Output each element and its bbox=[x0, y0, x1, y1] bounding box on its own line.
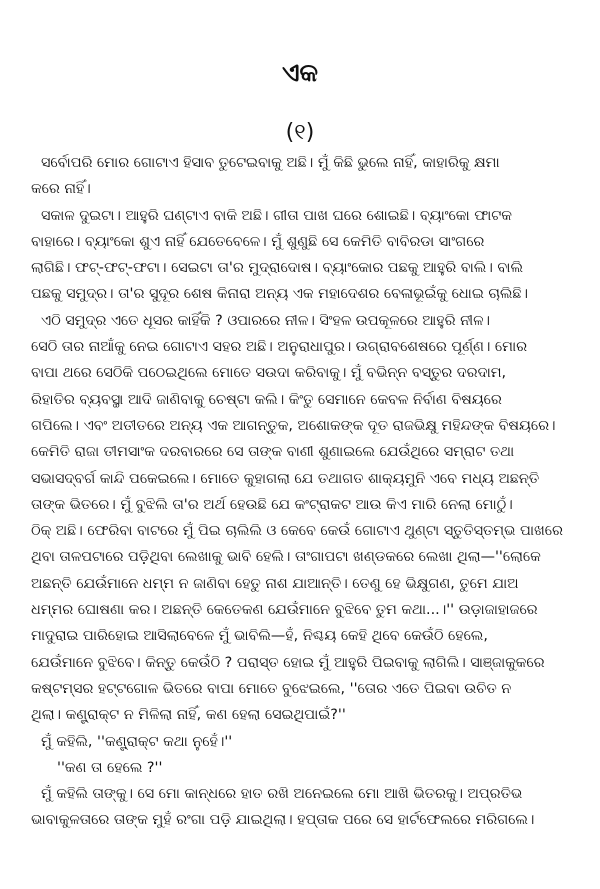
text-line: ଯେଉଁମାନେ ବୁଝିବେ। କିନ୍ତୁ କେଉଁଠି ? ପରାସ୍ତ ହୋଇ ମୁଁ ଆହୁରି ପିଇବାକୁ ଲାଗିଲି। ସାଞ୍ଜାକୁକରେ bbox=[31, 654, 545, 671]
text-line: ଧମ୍ମର ଘୋଷଣା କର। ଅଛନ୍ତି କେତେକଣ ଯେଉଁମାନେ ବୁଝିବେ ତୁମ କଥା...।'' ଉଡ଼ାଜାହାଜରେ bbox=[31, 602, 538, 619]
text-line: ଠିକ୍ ଅଛି। ଫେରିବା ବାଟରେ ମୁଁ ପିଇ ଚାଲିଲି ଓ କେବେ କେଉଁ ଗୋଟାଏ ଥୁଣ୍ଟା ସ୍ତୁତିସ୍ତମ୍ଭ ପାଖରେ bbox=[31, 523, 563, 540]
text-line: ମୁଁ କହିଲି, ''କଣ୍ଟ୍ରାକ୍ଟ କଥା ନୁହେଁ।'' bbox=[41, 733, 233, 750]
text-line: କେମିତି ରାଜା ତୀମସାଂକ ଦରବାରରେ ସେ ତାଙ୍କ ବାଣୀ ଶୁଣାଇଲେ ଯେଉଁଥିରେ ସମ୍ରାଟ ତଥା bbox=[31, 444, 515, 461]
paragraph bbox=[31, 150, 584, 203]
text-line: କରେ ନାହିଁ। bbox=[31, 181, 91, 198]
text-line: ରିହାତିର ବ୍ୟବସ୍ଥା ଆଦି ଜାଣିବାକୁ ଚେଷ୍ଟା କଲି। କିଂତୁ ସେମାନେ କେବଳ ନିର୍ବାଣ ବିଷୟରେ bbox=[31, 391, 502, 408]
text-line: ପଛକୁ ସମୁଦ୍ର। ତା'ର ସୁଦୂର ଶେଷ କିନାରା ଅନ୍ୟ ଏକ ମହାଦେଶର ବେଳାଭୂଇଁକୁ ଧୋଇ ଚାଲିଛି। bbox=[31, 286, 528, 303]
paragraph bbox=[31, 308, 584, 729]
text-line: ଏଠି ସମୁଦ୍ର ଏତେ ଧୂସର କାହିଁକି ? ଓପାରରେ ନୀଳ। ସିଂହଳ ଉପକୂଳରେ ଆହୁରି ନୀଳ। bbox=[41, 312, 490, 329]
text-line: କଷ୍ଟମ୍ସର ହଟ୍ଟଗୋଳ ଭିତରେ ବାପା ମୋତେ ବୁଝେଇଲେ, ''ତୋର ଏତେ ପିଇବା ଉଚିତ ନ bbox=[31, 680, 512, 697]
text-line: ସର୍ବୋପରି ମୋର ଗୋଟାଏ ହିସାବ ତୁଟେଇବାକୁ ଅଛି। ମୁଁ କିଛି ଭୁଲେ ନାହିଁ, କାହାରିକୁ କ୍ଷମା bbox=[41, 155, 500, 171]
text-line: ଲାଗିଛି। ଫଟ୍-ଫଟ୍-ଫଟା। ସେଇଟା ତା'ର ମୁଦ୍ରାଦୋଷ। ବ୍ୟାଂକୋର ପଛକୁ ଆହୁରି ବାଲି। ବାଲି bbox=[31, 260, 523, 277]
text-line: ମୁଁ କହିଲି ତାଙ୍କୁ। ସେ ମୋ କାନ୍ଧରେ ହାତ ରଖି ଅନେଇଲେ ମୋ ଆଖି ଭିତରକୁ। ଅପ୍ରତିଭ bbox=[41, 786, 523, 803]
text-line: ଅଛନ୍ତି ଯେଉଁମାନେ ଧମ୍ମ ନ ଜାଣିବା ହେତୁ ନାଶ ଯାଆନ୍ତି। ତେଣୁ ହେ ଭିକ୍ଷୁଗଣ, ତୁମେ ଯାଅ bbox=[31, 575, 519, 592]
text-line: ବାହାରେ। ବ୍ୟାଂକୋ ଶୁଏ ନାହିଁ ଯେତେବେଳେ। ମୁଁ ଶୁଣୁଛି ସେ କେମିତି ବାବିରଡା ସାଂଗରେ bbox=[31, 233, 485, 250]
paragraph bbox=[31, 781, 584, 834]
paragraph bbox=[31, 203, 584, 308]
section-number: (୧) bbox=[285, 120, 315, 145]
text-line: ମାଦୁରାଇ ପାରିହୋଇ ଆସିଲାବେଳେ ମୁଁ ଭାବିଲି—ହଁ, ନିଶ୍ଚୟ କେହି ଥିବେ କେଉଁଠି ହେଲେ, bbox=[31, 628, 488, 645]
text-line: ତାଙ୍କ ଭିତରେ। ମୁଁ ବୁଝିଲି ତା'ର ଅର୍ଥ ହେଉଛି ଯେ କଂଟ୍ରାକଟ ଆଉ କିଏ ମାରି ନେଲା ମୋଠୁଁ। bbox=[31, 496, 513, 513]
text-line: ଥିବା ତାଳପଟାରେ ପଡ଼ିଥିବା ଲେଖାକୁ ଭାବି ହେଲି। ତାଂଗାପଟା ଖଣ୍ଡକରେ ଲେଖା ଥିଲା—''ଲୋକେ bbox=[31, 549, 541, 566]
body-text bbox=[31, 150, 584, 834]
text-line: ଗପିଲେ। ଏବଂ ଅତୀତରେ ଅନ୍ୟ ଏକ ଆଗନ୍ତୁକ, ଅଶୋକଙ୍କ ଦୂତ ରାଜଭିକ୍ଷୁ ମହିନ୍ଦଙ୍କ ବିଷୟରେ। bbox=[31, 417, 556, 434]
text-line: ସଭାସଦ୍‌ବର୍ଗ କାନ୍ଦି ପକେଇଲେ। ମୋତେ କୁହାଗଲା ଯେ ତଥାଗତ ଶାକ୍ୟମୁନି ଏବେ ମଧ୍ୟ ଅଛନ୍ତି bbox=[31, 470, 540, 487]
text-line: ''କଣ ତା ହେଲେ ?'' bbox=[57, 759, 163, 776]
text-line: ବାପା ଥରେ ସେଠିକି ପଠେଇଥିଲେ ମୋତେ ସଉଦା କରିବାକୁ। ମୁଁ ବଭିନ୍ନ ବସ୍ତୁର ଦରଦାମ, bbox=[31, 365, 507, 382]
paragraph bbox=[31, 729, 584, 755]
text-line: ସେଠି ତାର ନାଆଁକୁ ନେଇ ଗୋଟାଏ ସହର ଅଛି। ଅନୁରାଧାପୁର। ଉଗ୍ରାବଶେଷରେ ପୂର୍ଣ୍ଣ। ମୋର bbox=[31, 339, 528, 356]
paragraph bbox=[31, 755, 584, 781]
text-line: ଭାବାକୁଳତାରେ ତାଙ୍କ ମୁହଁ ରଂଗା ପଡ଼ି ଯାଇଥିଲା। ହପ୍ତାକ ପରେ ସେ ହାର୍ଟଫେଲରେ ମରିଗଲେ। bbox=[31, 812, 535, 829]
chapter-title: ଏକ bbox=[281, 58, 319, 87]
text-line: ଥିଲା। କଣ୍ଟ୍ରାକ୍ଟ ନ ମିଳିଲା ନାହିଁ, କଣ ହେଲା ସେଇଥିପାଇଁ?'' bbox=[31, 707, 346, 724]
text-line: ସକାଳ ଦୁଇଟା। ଆହୁରି ଘଣ୍ଟାଏ ବାକି ଅଛି। ଗୀତା ପାଖ ଘରେ ଶୋଇଛି। ବ୍ୟାଂକୋ ଫାଟକ bbox=[41, 207, 512, 224]
